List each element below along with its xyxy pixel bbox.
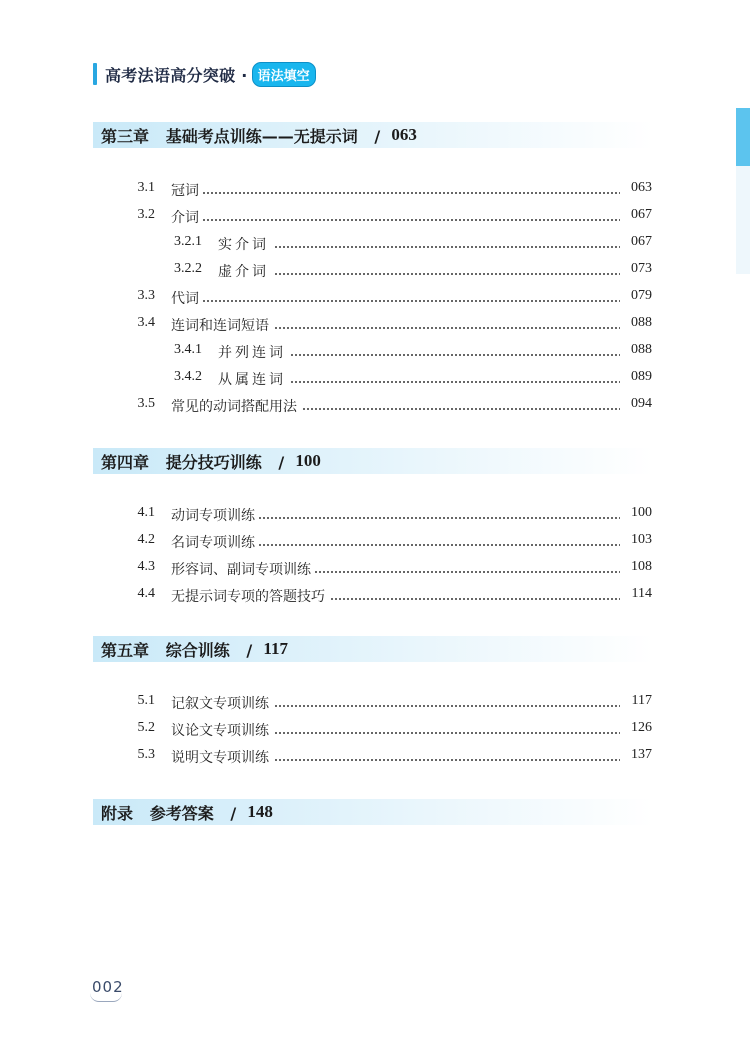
- appendix-title: 附录 参考答案 /: [101, 803, 248, 823]
- toc-entry[interactable]: [0, 313, 750, 335]
- section-title: 连词和连词短语: [171, 315, 273, 335]
- appendix-page: 148: [247, 802, 273, 821]
- chapter-title: 第三章 基础考点训练——无提示词 /: [101, 126, 392, 146]
- toc-entry[interactable]: [0, 286, 750, 308]
- section-number: 3.3: [137, 288, 155, 303]
- section-number: 4.3: [137, 559, 155, 574]
- toc-entry[interactable]: [0, 178, 750, 200]
- section-number: 3.1: [137, 180, 155, 195]
- section-page: 088: [620, 315, 652, 331]
- side-thumb-tab: [736, 108, 750, 166]
- toc-entry[interactable]: [0, 205, 750, 227]
- section-title: 常见的动词搭配用法: [171, 396, 301, 416]
- toc-entry[interactable]: [0, 503, 750, 525]
- subsection-number: 3.2.1: [174, 234, 202, 249]
- page-number: 002: [92, 978, 124, 996]
- section-page: 103: [620, 532, 652, 548]
- toc-entry[interactable]: [0, 584, 750, 606]
- section-title: 介词: [171, 207, 203, 227]
- toc-entry[interactable]: [0, 530, 750, 552]
- leader-dots: [218, 246, 621, 248]
- section-page: 114: [620, 586, 652, 602]
- section-title: 说明文专项训练: [171, 747, 273, 767]
- leader-dots: [171, 300, 621, 302]
- toc-entry[interactable]: [0, 691, 750, 713]
- section-page: 079: [620, 288, 652, 304]
- appendix-heading: [93, 799, 653, 825]
- running-header: [93, 61, 316, 87]
- toc-entry[interactable]: [0, 745, 750, 767]
- section-title: 形容词、副词专项训练: [171, 559, 315, 579]
- leader-dots: [218, 273, 621, 275]
- subsection-page: 073: [620, 261, 652, 277]
- subsection-page: 088: [620, 342, 652, 358]
- series-badge: 语法填空: [252, 62, 316, 87]
- subsection-number: 3.4.1: [174, 342, 202, 357]
- subsection-title: 实介词: [218, 234, 273, 254]
- toc-entry[interactable]: [0, 557, 750, 579]
- section-number: 3.2: [137, 207, 155, 222]
- subsection-title: 并列连词: [218, 342, 290, 362]
- chapter-heading: [93, 448, 653, 474]
- section-title: 记叙文专项训练: [171, 693, 273, 713]
- toc-subentry[interactable]: [0, 259, 750, 281]
- section-page: 094: [620, 396, 652, 412]
- chapter-page: 063: [391, 125, 417, 144]
- subsection-title: 虚介词: [218, 261, 273, 281]
- chapter-heading: [93, 636, 653, 662]
- section-number: 4.2: [137, 532, 155, 547]
- subsection-page: 067: [620, 234, 652, 250]
- section-number: 5.3: [137, 747, 155, 762]
- section-page: 126: [620, 720, 652, 736]
- section-title: 冠词: [171, 180, 203, 200]
- section-page: 063: [620, 180, 652, 196]
- chapter-page: 100: [295, 451, 321, 470]
- toc-subentry[interactable]: [0, 340, 750, 362]
- section-title: 议论文专项训练: [171, 720, 273, 740]
- chapter-title: 第五章 综合训练 /: [101, 640, 264, 660]
- section-title: 无提示词专项的答题技巧: [171, 586, 329, 606]
- toc-subentry[interactable]: [0, 232, 750, 254]
- section-number: 4.1: [137, 505, 155, 520]
- toc-subentry[interactable]: [0, 367, 750, 389]
- leader-dots: [171, 219, 621, 221]
- section-title: 代词: [171, 288, 203, 308]
- leader-dots: [171, 192, 621, 194]
- subsection-page: 089: [620, 369, 652, 385]
- page-number-ornament: [90, 993, 122, 1002]
- subsection-number: 3.2.2: [174, 261, 202, 276]
- section-number: 4.4: [137, 586, 155, 601]
- section-page: 137: [620, 747, 652, 763]
- section-page: 108: [620, 559, 652, 575]
- subsection-number: 3.4.2: [174, 369, 202, 384]
- section-page: 117: [620, 693, 652, 709]
- section-title: 名词专项训练: [171, 532, 259, 552]
- subsection-title: 从属连词: [218, 369, 290, 389]
- section-number: 3.4: [137, 315, 155, 330]
- toc-entry[interactable]: [0, 394, 750, 416]
- book-title: 高考法语高分突破 ·: [105, 65, 248, 85]
- toc-entry[interactable]: [0, 718, 750, 740]
- chapter-heading: [93, 122, 653, 148]
- chapter-page: 117: [263, 639, 288, 658]
- chapter-title: 第四章 提分技巧训练 /: [101, 452, 296, 472]
- section-number: 3.5: [137, 396, 155, 411]
- section-number: 5.2: [137, 720, 155, 735]
- section-number: 5.1: [137, 693, 155, 708]
- section-page: 100: [620, 505, 652, 521]
- header-accent-bar: [93, 63, 97, 85]
- section-page: 067: [620, 207, 652, 223]
- section-title: 动词专项训练: [171, 505, 259, 525]
